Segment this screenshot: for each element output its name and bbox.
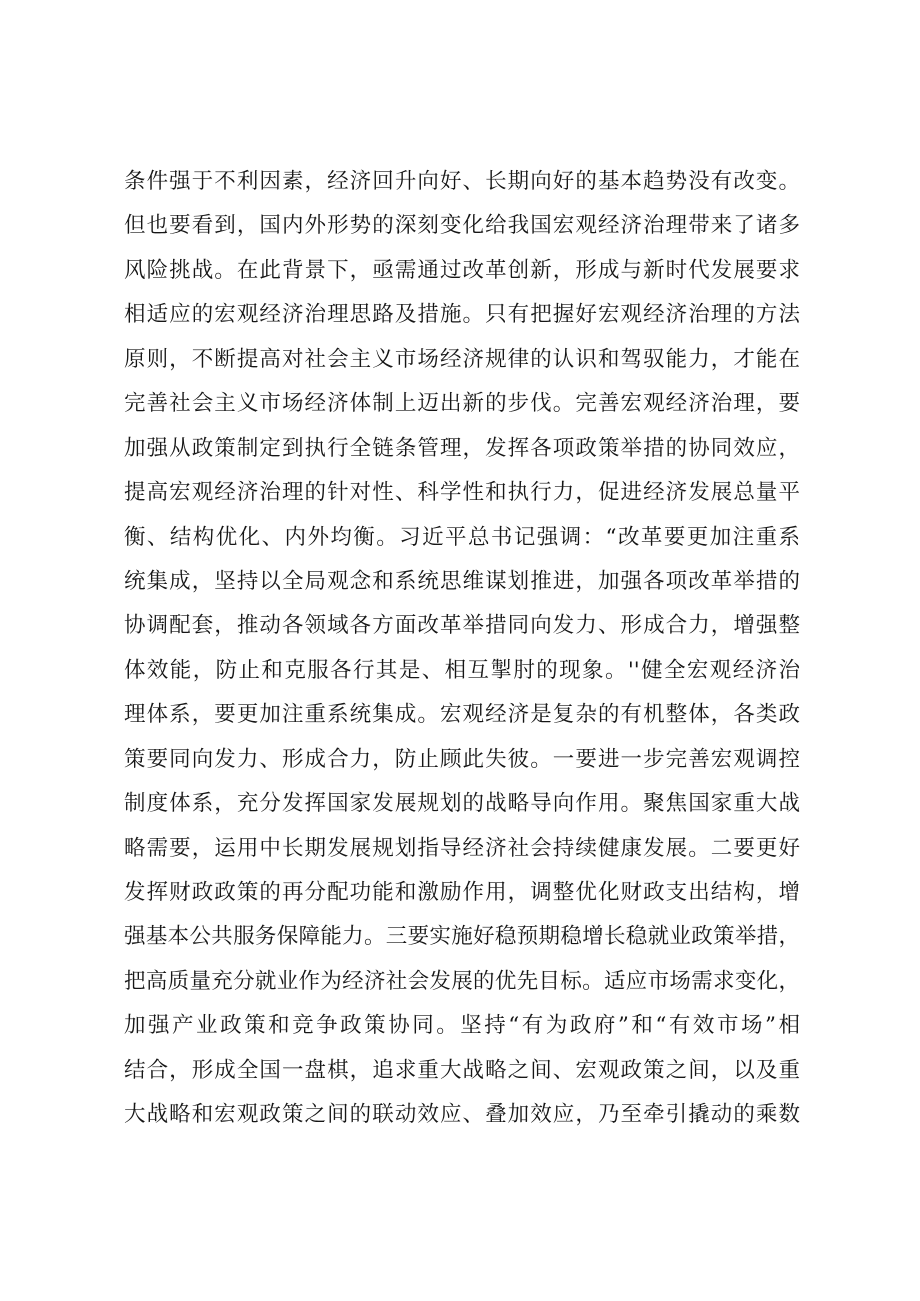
text-line: 加强从政策制定到执行全链条管理，发挥各项政策举措的协同效应， bbox=[124, 435, 800, 461]
text-line: 统集成，坚持以全局观念和系统思维谋划推进，加强各项改革举措的 bbox=[124, 568, 800, 594]
body-text bbox=[124, 160, 800, 1138]
text-line: 协调配套，推动各领域各方面改革举措同向发力、形成合力，增强整 bbox=[124, 613, 800, 639]
text-line: 提高宏观经济治理的针对性、科学性和执行力，促进经济发展总量平 bbox=[124, 480, 800, 506]
text-line: 发挥财政政策的再分配功能和激励作用，调整优化财政支出结构，增 bbox=[124, 880, 800, 905]
text-line: 把高质量充分就业作为经济社会发展的优先目标。适应市场需求变化， bbox=[124, 968, 800, 994]
text-line: 风险挑战。在此背景下，亟需通过改革创新，形成与新时代发展要求 bbox=[124, 257, 800, 283]
text-line: 但也要看到，国内外形势的深刻变化给我国宏观经济治理带来了诸多 bbox=[124, 213, 800, 239]
text-line: 略需要，运用中长期发展规划指导经济社会持续健康发展。二要更好 bbox=[124, 835, 800, 861]
text-line: 相适应的宏观经济治理思路及措施。只有把握好宏观经济治理的方法 bbox=[124, 302, 800, 328]
text-line: 大战略和宏观政策之间的联动效应、叠加效应，乃至牵引撬动的乘数 bbox=[124, 1102, 800, 1128]
text-line: 条件强于不利因素，经济回升向好、长期向好的基本趋势没有改变。 bbox=[124, 169, 800, 194]
text-line: 策要同向发力、形成合力，防止顾此失彼。一要进一步完善宏观调控 bbox=[124, 746, 800, 772]
text-line: 完善社会主义市场经济体制上迈出新的步伐。完善宏观经济治理，要 bbox=[124, 391, 800, 417]
text-line: 体效能，防止和克服各行其是、相互掣肘的现象。''健全宏观经济治 bbox=[124, 657, 800, 683]
text-line: 衡、结构优化、内外均衡。习近平总书记强调：“改革要更加注重系 bbox=[124, 524, 800, 550]
text-line: 结合，形成全国一盘棋，追求重大战略之间、宏观政策之间，以及重 bbox=[124, 1057, 800, 1083]
text-line: 原则，不断提高对社会主义市场经济规律的认识和驾驭能力，才能在 bbox=[124, 346, 800, 372]
text-line: 加强产业政策和竞争政策协同。坚持“有为政府”和“有效市场”相 bbox=[124, 1013, 800, 1039]
text-line: 强基本公共服务保障能力。三要实施好稳预期稳增长稳就业政策举措， bbox=[124, 924, 800, 950]
text-line: 理体系，要更加注重系统集成。宏观经济是复杂的有机整体，各类政 bbox=[124, 702, 800, 728]
text-line: 制度体系，充分发挥国家发展规划的战略导向作用。聚焦国家重大战 bbox=[124, 791, 800, 817]
